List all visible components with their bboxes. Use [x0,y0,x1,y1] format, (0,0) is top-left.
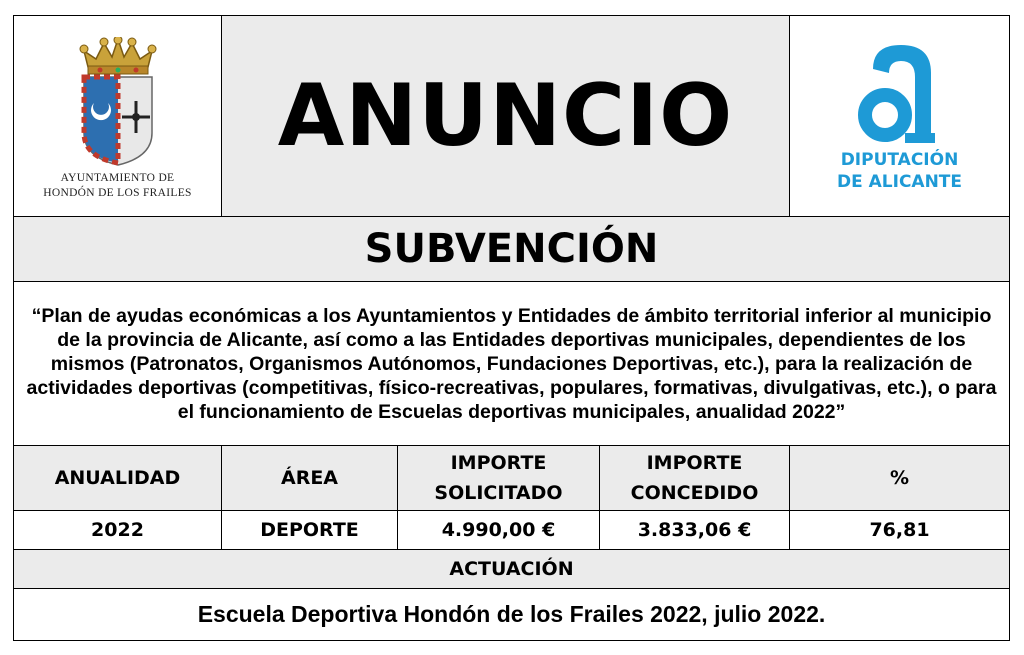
header-text: % [889,467,910,489]
header-anualidad [14,446,222,511]
subtitle: SUBVENCIÓN [14,217,1010,282]
province-name-line2: DE ALICANTE [836,172,963,192]
cell-area: DEPORTE [222,511,398,550]
header-text: IMPORTE [450,452,547,474]
municipality-name-line2: HONDÓN DE LOS FRAILES [43,187,192,199]
cell-anualidad: 2022 [14,511,222,550]
page-title: ANUNCIO [222,16,790,217]
header-text: ÁREA [280,467,339,489]
announcement-sheet [13,15,1009,643]
header-percent [790,446,1010,511]
province-logo-cell [790,16,1010,217]
plan-description: “Plan de ayudas económicas a los Ayuntamientos y Entidades de ámbito territorial inferior al municipio de la provincia de Alicante, así como a las Entidades deportivas municipales, dependientes de los mismos (Patronatos, Organismos Autónomos, Fundaciones Deportivas, etc.), para la realización de actividades deportivas (competitivas, físico-recreativas, populares, formativas, divulgativas, etc.), o para el funcionamiento de Escuelas deportivas municipales, anualidad 2022” [14,282,1010,446]
cell-percent: 76,81 [790,511,1010,550]
cell-importe-solicitado: 4.990,00 € [398,511,600,550]
cell-importe-concedido: 3.833,06 € [600,511,790,550]
header-importe-concedido [600,446,790,511]
actuacion-label: ACTUACIÓN [14,550,1010,589]
header-importe-solicitado [398,446,600,511]
table-row [14,511,1010,550]
header-text: CONCEDIDO [630,482,759,504]
coat-of-arms-icon [76,37,160,167]
diputacion-logo-icon [845,39,955,149]
header-text: SOLICITADO [434,482,563,504]
header-area [222,446,398,511]
province-name-line1: DIPUTACIÓN [840,150,959,170]
header-text: ANUALIDAD [54,467,181,489]
table-header-row [14,446,1010,511]
header-text: IMPORTE [646,452,743,474]
actuacion-value: Escuela Deportiva Hondón de los Frailes 2022, julio 2022. [14,589,1010,641]
municipality-name-line1: AYUNTAMIENTO DE [60,172,175,184]
announcement-table [13,15,1010,641]
municipality-logo-cell [14,16,222,217]
